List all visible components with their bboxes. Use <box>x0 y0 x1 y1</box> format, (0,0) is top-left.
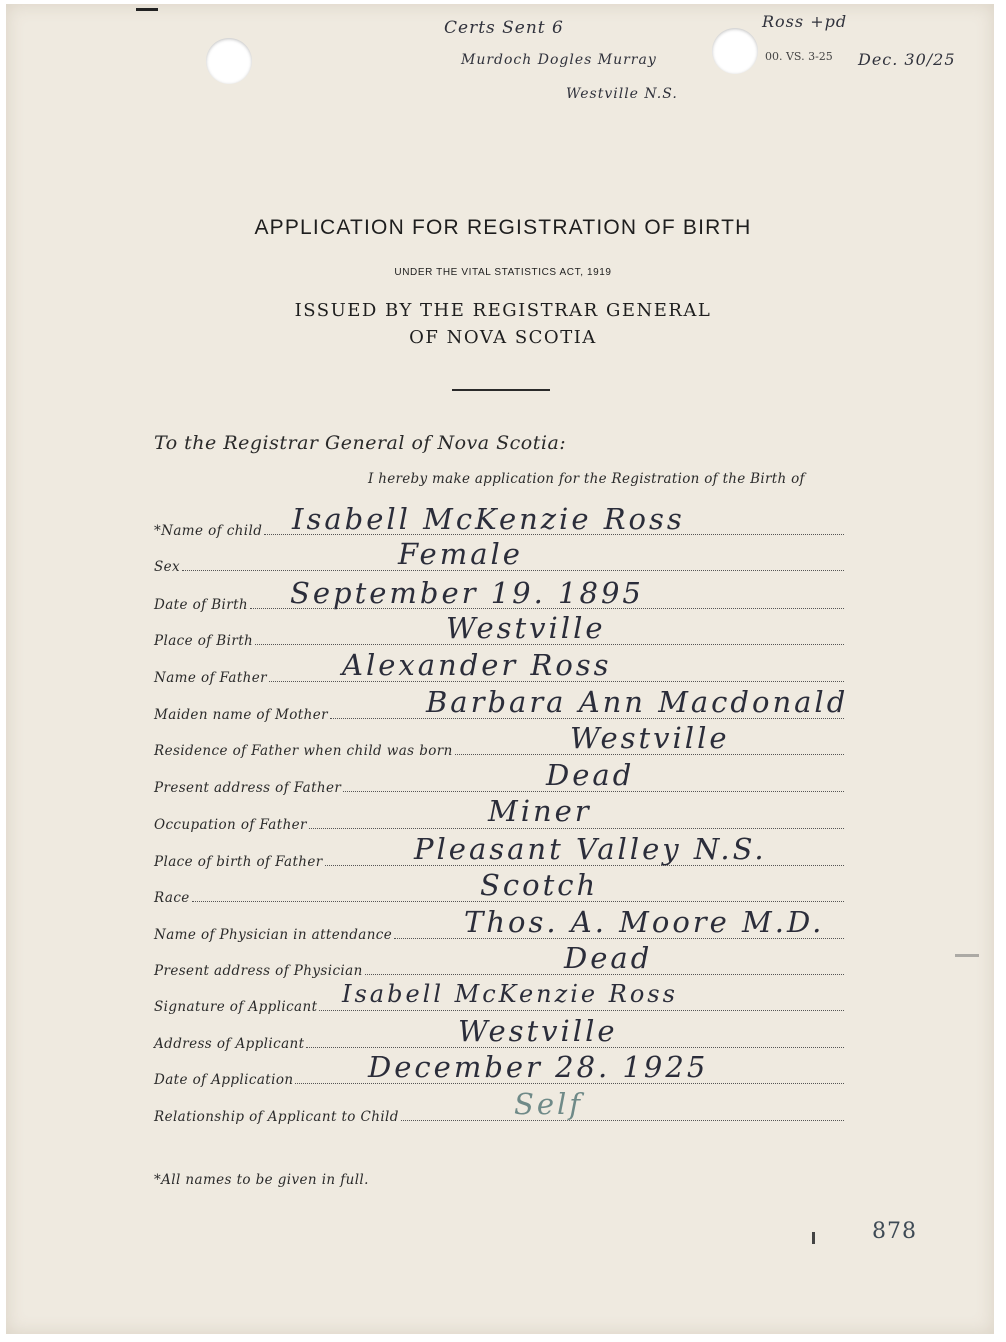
value-relationship: Self <box>514 1087 584 1121</box>
value-applicant-address: Westville <box>458 1014 618 1048</box>
punch-hole-left <box>206 38 252 84</box>
value-sex: Female <box>398 537 523 571</box>
field-label: Date of Application <box>154 1072 294 1088</box>
addressee-line: To the Registrar General of Nova Scotia: <box>154 432 567 454</box>
value-applicant-signature: Isabell McKenzie Ross <box>342 980 678 1008</box>
field-label: Occupation of Father <box>154 817 307 833</box>
dotted-line <box>319 1010 844 1011</box>
value-application-date: December 28. 1925 <box>368 1050 709 1084</box>
intro-line: I hereby make application for the Registration of the Birth of <box>368 471 805 487</box>
file-number: 878 <box>872 1219 917 1244</box>
field-label: Relationship of Applicant to Child <box>154 1109 399 1125</box>
value-physician: Thos. A. Moore M.D. <box>464 905 825 939</box>
value-father-name: Alexander Ross <box>342 648 612 682</box>
field-label: Date of Birth <box>154 597 249 613</box>
value-child-name: Isabell McKenzie Ross <box>292 502 685 536</box>
value-father-residence: Westville <box>570 721 730 755</box>
dotted-line <box>309 828 844 829</box>
form-title: APPLICATION FOR REGISTRATION OF BIRTH <box>254 216 752 239</box>
handwritten-note-line3: Westville N.S. <box>566 86 678 102</box>
field-label: Signature of Applicant <box>154 999 318 1015</box>
edge-mark <box>136 8 158 11</box>
footnote: *All names to be given in full. <box>154 1172 369 1188</box>
issuer-line-1: ISSUED BY THE REGISTRAR GENERAL <box>294 300 712 321</box>
value-father-occupation: Miner <box>488 794 592 828</box>
field-row-father-residence <box>154 738 844 758</box>
title-divider <box>452 389 550 391</box>
dotted-line <box>401 1120 844 1121</box>
value-race: Scotch <box>480 868 599 902</box>
value-date-of-birth: September 19. 1895 <box>290 576 644 610</box>
punch-hole-right <box>712 28 758 74</box>
field-label: Address of Applicant <box>154 1036 305 1052</box>
issuer-line-2: OF NOVA SCOTIA <box>409 327 597 348</box>
form-code: 00. VS. 3-25 <box>765 50 833 63</box>
field-label: Residence of Father when child was born <box>154 743 453 759</box>
field-label: Name of Father <box>154 670 268 686</box>
field-label: Present address of Father <box>154 780 342 796</box>
handwritten-note-line2: Murdoch Dogles Murray <box>461 52 657 68</box>
value-physician-address: Dead <box>564 941 653 975</box>
field-label: *Name of child <box>154 523 263 539</box>
value-father-address: Dead <box>546 758 635 792</box>
field-row-father-address <box>154 775 844 795</box>
pen-mark <box>812 1232 815 1244</box>
value-father-birthplace: Pleasant Valley N.S. <box>414 832 767 866</box>
value-mother-maiden-name: Barbara Ann Macdonald <box>426 685 849 719</box>
field-label: Maiden name of Mother <box>154 707 328 723</box>
handwritten-note-line1: Certs Sent 6 <box>444 18 564 38</box>
value-place-of-birth: Westville <box>446 611 606 645</box>
field-row-physician-address <box>154 958 844 978</box>
field-label: Name of Physician in attendance <box>154 927 393 943</box>
form-subtitle: UNDER THE VITAL STATISTICS ACT, 1919 <box>394 267 612 278</box>
document-page <box>6 4 994 1334</box>
handwritten-corner-note: Ross +pd <box>762 12 848 31</box>
field-label: Present address of Physician <box>154 963 363 979</box>
handwritten-corner-date: Dec. 30/25 <box>858 50 956 69</box>
field-label: Place of birth of Father <box>154 854 323 870</box>
field-label: Sex <box>154 559 181 575</box>
field-row-relationship <box>154 1104 844 1124</box>
ink-smudge <box>955 954 979 957</box>
field-label: Place of Birth <box>154 633 254 649</box>
field-label: Race <box>154 890 190 906</box>
